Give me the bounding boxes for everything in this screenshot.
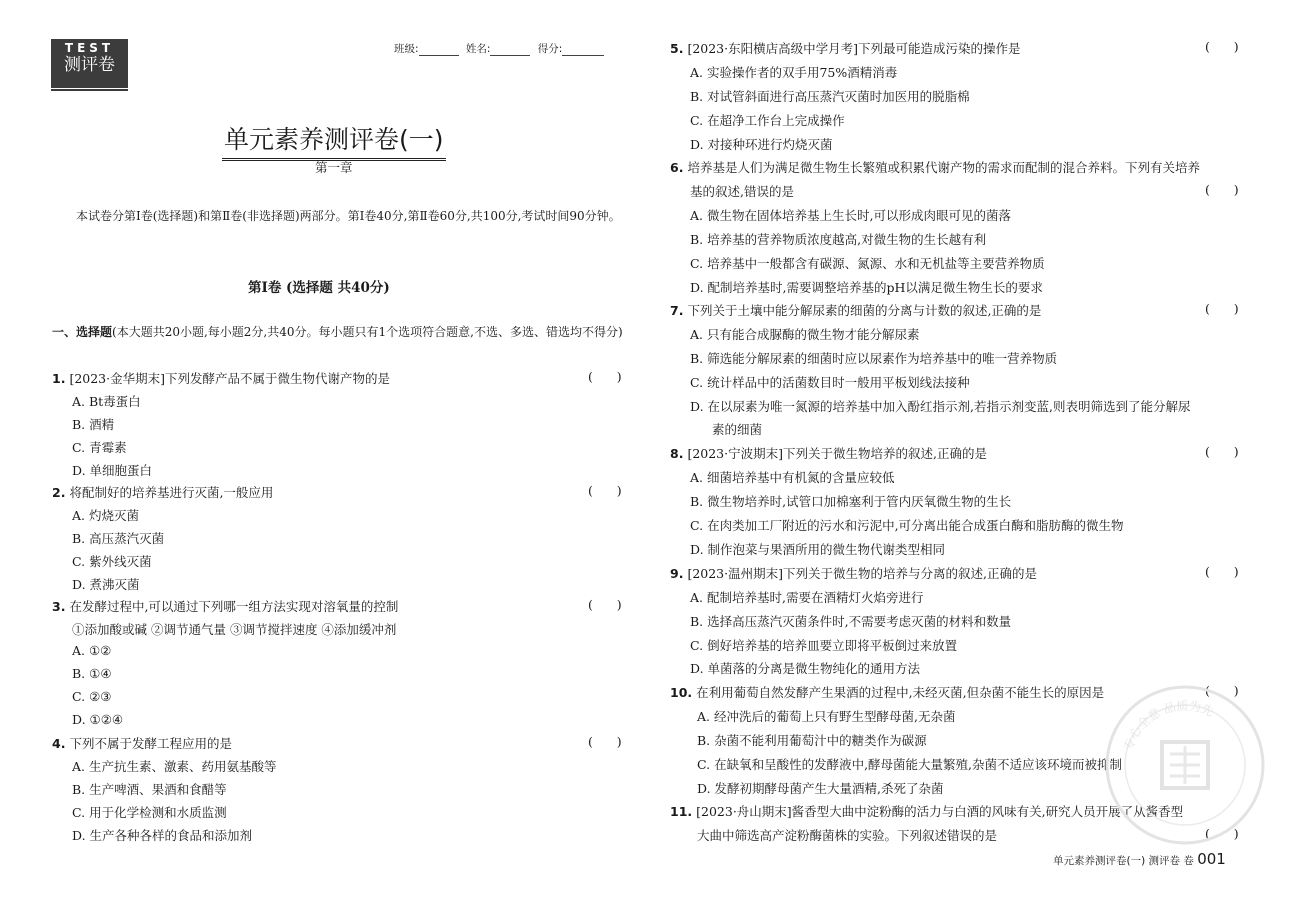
q3-option-d[interactable]: D. ①②④ bbox=[72, 712, 124, 727]
answer-paren-11[interactable]: ( ) bbox=[1205, 826, 1239, 841]
class-label: 班级: bbox=[394, 43, 419, 55]
q9-option-d[interactable]: D. 单菌落的分离是微生物纯化的通用方法 bbox=[690, 661, 921, 676]
answer-paren-7[interactable]: ( ) bbox=[1205, 301, 1239, 316]
class-field[interactable] bbox=[419, 55, 459, 56]
score-label: 得分: bbox=[537, 43, 563, 55]
answer-paren-9[interactable]: ( ) bbox=[1205, 564, 1239, 579]
question-6: 6. 培养基是人们为满足微生物生长繁殖或积累代谢产物的需求而配制的混合养料。下列有关培养 bbox=[670, 160, 1200, 175]
page-footer bbox=[1053, 850, 1226, 868]
answer-paren-10[interactable]: ( ) bbox=[1205, 683, 1239, 698]
answer-paren-2[interactable]: ( ) bbox=[588, 483, 622, 498]
score-field[interactable] bbox=[562, 55, 604, 56]
q4-option-b[interactable]: B. 生产啤酒、果酒和食醋等 bbox=[72, 782, 227, 797]
q7-option-d[interactable]: D. 在以尿素为唯一氮源的培养基中加入酚红指示剂,若指示剂变蓝,则表明筛选到了能分解尿 bbox=[690, 399, 1191, 414]
answer-paren-6[interactable]: ( ) bbox=[1205, 182, 1239, 197]
page-title: 单元素养测评卷(一) bbox=[222, 120, 446, 161]
q5-option-b[interactable]: B. 对试管斜面进行高压蒸汽灭菌时加医用的脱脂棉 bbox=[690, 89, 970, 104]
logo-top-text: TEST bbox=[64, 41, 115, 55]
q3-option-a[interactable]: A. ①② bbox=[72, 643, 112, 658]
q10-option-a[interactable]: A. 经冲洗后的葡萄上只有野生型酵母菌,无杂菌 bbox=[697, 709, 956, 724]
q2-option-d[interactable]: D. 煮沸灭菌 bbox=[72, 577, 140, 592]
page-number: 001 bbox=[1197, 850, 1226, 868]
question-3: 3. 在发酵过程中,可以通过下列哪一组方法实现对溶氧量的控制 bbox=[52, 599, 399, 614]
chapter-subtitle: 第一章 bbox=[315, 160, 353, 175]
student-info bbox=[394, 41, 604, 56]
question-7: 7. 下列关于土壤中能分解尿素的细菌的分离与计数的叙述,正确的是 bbox=[670, 303, 1042, 318]
q8-option-a[interactable]: A. 细菌培养基中有机氮的含量应较低 bbox=[690, 470, 895, 485]
q10-option-d[interactable]: D. 发酵初期酵母菌产生大量酒精,杀死了杂菌 bbox=[697, 781, 944, 796]
question-9: 9. [2023·温州期末]下列关于微生物的培养与分离的叙述,正确的是 bbox=[670, 566, 1037, 581]
instructions-text: (本大题共20小题,每小题2分,共40分。每小题只有1个选项符合题意,不选、多选、错选均不得分) bbox=[112, 325, 623, 339]
q1-option-d[interactable]: D. 单细胞蛋白 bbox=[72, 463, 153, 478]
question-2: 2. 将配制好的培养基进行灭菌,一般应用 bbox=[52, 485, 274, 500]
q2-option-a[interactable]: A. 灼烧灭菌 bbox=[72, 508, 139, 523]
answer-paren-5[interactable]: ( ) bbox=[1205, 39, 1239, 54]
answer-paren-3[interactable]: ( ) bbox=[588, 597, 622, 612]
question-11: 11. [2023·舟山期末]酱香型大曲中淀粉酶的活力与白酒的风味有关,研究人员开展了从酱香型 bbox=[670, 804, 1184, 819]
question-10: 10. 在利用葡萄自然发酵产生果酒的过程中,未经灭菌,但杂菌不能生长的原因是 bbox=[670, 685, 1105, 700]
answer-paren-1[interactable]: ( ) bbox=[588, 369, 622, 384]
q6-option-a[interactable]: A. 微生物在固体培养基上生长时,可以形成肉眼可见的菌落 bbox=[690, 208, 1011, 223]
q2-option-b[interactable]: B. 高压蒸汽灭菌 bbox=[72, 531, 165, 546]
instructions bbox=[52, 321, 632, 343]
question-1: 1. [2023·金华期末]下列发酵产品不属于微生物代谢产物的是 bbox=[52, 371, 390, 386]
q7-option-c[interactable]: C. 统计样品中的活菌数目时一般用平板划线法接种 bbox=[690, 375, 970, 390]
q4-option-a[interactable]: A. 生产抗生素、激素、药用氨基酸等 bbox=[72, 759, 277, 774]
q3-option-b[interactable]: B. ①④ bbox=[72, 666, 112, 681]
q5-option-c[interactable]: C. 在超净工作台上完成操作 bbox=[690, 113, 845, 128]
question-5: 5. [2023·东阳横店高级中学月考]下列最可能造成污染的操作是 bbox=[670, 41, 1021, 56]
watermark-stamp bbox=[1100, 680, 1270, 850]
question-4: 4. 下列不属于发酵工程应用的是 bbox=[52, 736, 232, 751]
q8-option-c[interactable]: C. 在肉类加工厂附近的污水和污泥中,可分离出能合成蛋白酶和脂肪酶的微生物 bbox=[690, 518, 1124, 533]
stamp-text: 专心全意 品质为先 bbox=[1121, 698, 1216, 753]
q5-option-d[interactable]: D. 对接种环进行灼烧灭菌 bbox=[690, 137, 833, 152]
q6-option-d[interactable]: D. 配制培养基时,需要调整培养基的pH以满足微生物生长的要求 bbox=[690, 280, 1043, 295]
logo-underline bbox=[51, 89, 128, 91]
q8-option-b[interactable]: B. 微生物培养时,试管口加棉塞利于管内厌氧微生物的生长 bbox=[690, 494, 1012, 509]
name-field[interactable] bbox=[490, 55, 530, 56]
q10-option-c[interactable]: C. 在缺氧和呈酸性的发酵液中,酵母菌能大量繁殖,杂菌不适应该环境而被抑制 bbox=[697, 757, 1123, 772]
test-logo bbox=[51, 39, 128, 88]
q9-option-b[interactable]: B. 选择高压蒸汽灭菌条件时,不需要考虑灭菌的材料和数量 bbox=[690, 614, 1012, 629]
intro-paragraph: 本试卷分第Ⅰ卷(选择题)和第Ⅱ卷(非选择题)两部分。第Ⅰ卷40分,第Ⅱ卷60分,共100分,考试时间90分钟。 bbox=[76, 209, 621, 223]
logo-bottom-text: 测评卷 bbox=[64, 55, 115, 75]
q7-option-a[interactable]: A. 只有能合成脲酶的微生物才能分解尿素 bbox=[690, 327, 920, 342]
q4-option-d[interactable]: D. 生产各种各样的食品和添加剂 bbox=[72, 828, 253, 843]
q8-option-d[interactable]: D. 制作泡菜与果酒所用的微生物代谢类型相同 bbox=[690, 542, 946, 557]
q6-option-b[interactable]: B. 培养基的营养物质浓度越高,对微生物的生长越有利 bbox=[690, 232, 987, 247]
q1-option-b[interactable]: B. 酒精 bbox=[72, 417, 115, 432]
q1-option-c[interactable]: C. 青霉素 bbox=[72, 440, 127, 455]
answer-paren-4[interactable]: ( ) bbox=[588, 734, 622, 749]
q4-option-c[interactable]: C. 用于化学检测和水质监测 bbox=[72, 805, 227, 820]
q1-option-a[interactable]: A. Bt毒蛋白 bbox=[72, 394, 141, 409]
q2-option-c[interactable]: C. 紫外线灭菌 bbox=[72, 554, 152, 569]
instructions-label: 一、选择题 bbox=[52, 325, 113, 339]
question-6-cont: 基的叙述,错误的是 bbox=[690, 184, 794, 199]
q9-option-a[interactable]: A. 配制培养基时,需要在酒精灯火焰旁进行 bbox=[690, 590, 924, 605]
footer-label: 单元素养测评卷(一) 测评卷 卷 bbox=[1053, 855, 1194, 867]
question-11-cont: 大曲中筛选高产淀粉酶菌株的实验。下列叙述错误的是 bbox=[697, 828, 998, 843]
q3-subtext: ①添加酸或碱 ②调节通气量 ③调节搅拌速度 ④添加缓冲剂 bbox=[72, 622, 397, 637]
name-label: 姓名: bbox=[465, 43, 491, 55]
section-title: 第Ⅰ卷 (选择题 共40分) bbox=[248, 280, 390, 296]
q5-option-a[interactable]: A. 实验操作者的双手用75%酒精消毒 bbox=[690, 65, 898, 80]
q3-option-c[interactable]: C. ②③ bbox=[72, 689, 112, 704]
question-8: 8. [2023·宁波期末]下列关于微生物培养的叙述,正确的是 bbox=[670, 446, 987, 461]
q7-option-d-cont: 素的细菌 bbox=[712, 422, 763, 437]
answer-paren-8[interactable]: ( ) bbox=[1205, 444, 1239, 459]
q9-option-c[interactable]: C. 倒好培养基的培养皿要立即将平板倒过来放置 bbox=[690, 638, 958, 653]
q6-option-c[interactable]: C. 培养基中一般都含有碳源、氮源、水和无机盐等主要营养物质 bbox=[690, 256, 1045, 271]
q7-option-b[interactable]: B. 筛选能分解尿素的细菌时应以尿素作为培养基中的唯一营养物质 bbox=[690, 351, 1058, 366]
q10-option-b[interactable]: B. 杂菌不能利用葡萄汁中的糖类作为碳源 bbox=[697, 733, 927, 748]
